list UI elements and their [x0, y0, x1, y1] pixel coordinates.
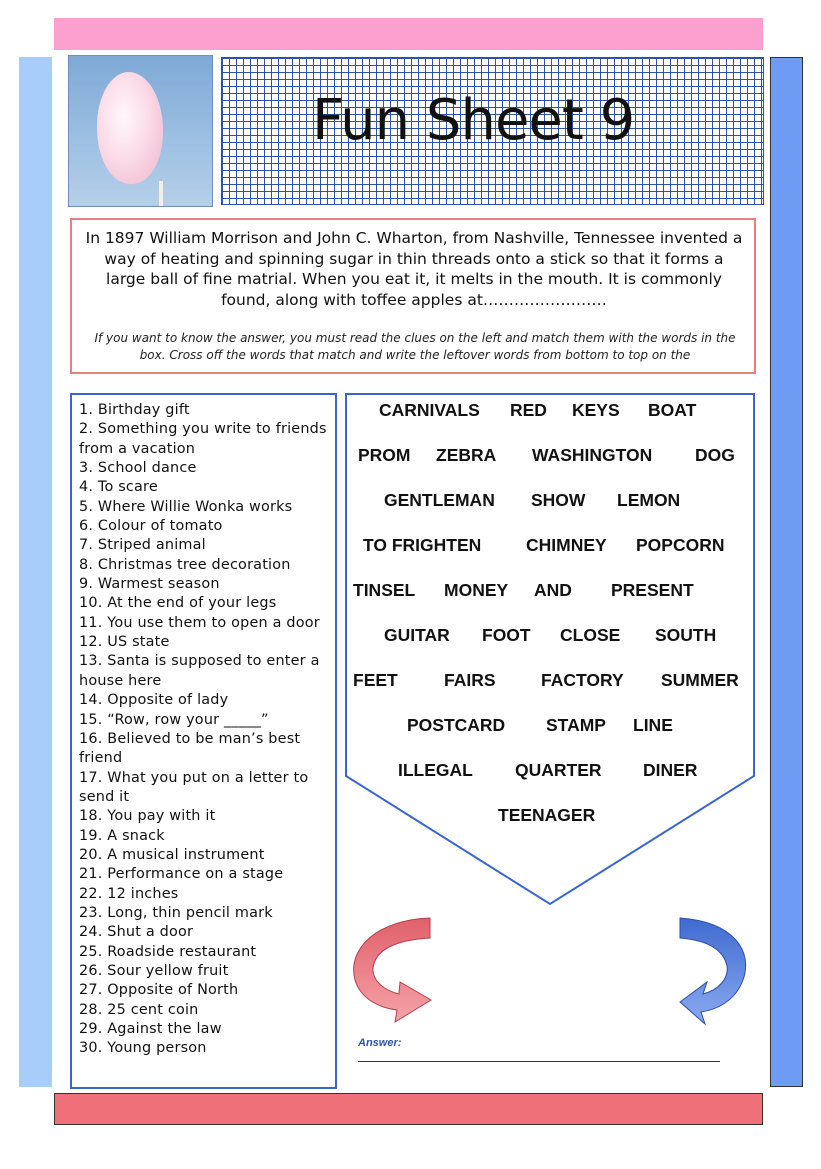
clue-item: 17. What you put on a letter to send it [79, 769, 309, 805]
clues-box [70, 393, 337, 1089]
clue-item: 21. Performance on a stage [79, 866, 284, 883]
clue-item: 1. Birthday gift [79, 402, 190, 418]
answer-label: Answer: [358, 1037, 402, 1049]
clue-item: 18. You pay with it [79, 808, 216, 825]
clue-item: 15. “Row, row your _____” [79, 711, 269, 728]
clue-item: 4. To scare [79, 479, 158, 496]
word-item[interactable]: FOOT [482, 625, 531, 645]
word-item[interactable]: LEMON [617, 490, 681, 510]
word-item[interactable]: POSTCARD [407, 715, 506, 735]
bottom-decor-bar [54, 1093, 763, 1125]
clue-item: 26. Sour yellow fruit [79, 962, 229, 979]
clue-item: 30. Young person [79, 1040, 207, 1057]
left-decor-bar [19, 57, 52, 1087]
word-item[interactable]: CHIMNEY [526, 535, 607, 555]
right-decor-bar [770, 57, 803, 1087]
clue-item: 23. Long, thin pencil mark [79, 904, 273, 921]
curved-arrows [345, 910, 755, 1030]
word-item[interactable]: TEENAGER [498, 805, 596, 825]
word-item[interactable]: RED [510, 400, 547, 420]
word-item[interactable]: GENTLEMAN [384, 490, 495, 510]
word-item[interactable]: SHOW [531, 490, 586, 510]
clue-item: 22. 12 inches [79, 885, 179, 902]
clue-item: 13. Santa is supposed to enter a house here [79, 653, 320, 689]
intro-instructions: If you want to know the answer, you must read the clues on the left and match them with the words in the box. Cross off the words that match and write the leftover words from bottom to top on the [94, 331, 736, 362]
clue-item: 10. At the end of your legs [79, 595, 277, 612]
page-title: Fun Sheet 9 [312, 88, 635, 153]
answer-line[interactable] [358, 1061, 720, 1062]
word-item[interactable]: WASHINGTON [532, 445, 653, 465]
clue-item: 16. Believed to be man’s best friend [79, 730, 301, 767]
word-item[interactable]: CLOSE [560, 625, 621, 645]
clue-item: 5. Where Willie Wonka works [79, 498, 293, 515]
word-item[interactable]: MONEY [444, 580, 509, 600]
word-item[interactable]: ZEBRA [436, 445, 497, 465]
word-item[interactable]: DOG [695, 445, 735, 465]
clue-item: 11. You use them to open a door [79, 614, 320, 631]
word-item[interactable]: KEYS [572, 400, 620, 420]
word-item[interactable]: FACTORY [541, 670, 624, 690]
word-item[interactable]: AND [534, 580, 572, 600]
clue-item: 2. Something you write to friends from a vacation [79, 421, 327, 457]
clue-item: 14. Opposite of lady [79, 692, 229, 709]
clue-item: 6. Colour of tomato [79, 518, 223, 535]
word-item[interactable]: FEET [353, 670, 398, 690]
word-item[interactable]: PROM [358, 445, 411, 465]
cotton-candy-floss [97, 72, 163, 184]
word-item[interactable]: ILLEGAL [398, 760, 473, 780]
word-item[interactable]: SUMMER [661, 670, 739, 690]
word-item[interactable]: LINE [633, 715, 673, 735]
word-item[interactable]: FAIRS [444, 670, 496, 690]
word-box-arrow [345, 393, 755, 908]
clue-item: 20. A musical instrument [79, 846, 265, 863]
top-decor-bar [54, 18, 763, 50]
curved-arrow-left-icon [354, 918, 431, 1022]
clue-item: 12. US state [79, 634, 170, 651]
clue-item: 7. Striped animal [79, 537, 206, 554]
word-item[interactable]: STAMP [546, 715, 606, 735]
curved-arrow-right-icon [680, 918, 746, 1024]
clue-item: 9. Warmest season [79, 576, 220, 593]
word-item[interactable]: PRESENT [611, 580, 694, 600]
intro-text: In 1897 William Morrison and John C. Wharton, from Nashville, Tennessee invented a way of heating and spinning sugar in thin threads onto a stick so that it forms a large ball of fine matrial. When you eat it, it melts in the mouth. It is commonly found, along with toffee apples at…………………… [85, 229, 743, 309]
word-item[interactable]: SOUTH [655, 625, 717, 645]
word-item[interactable]: TO FRIGHTEN [363, 535, 482, 555]
word-item[interactable]: CARNIVALS [379, 400, 480, 420]
cotton-candy-photo [68, 55, 213, 207]
clue-item: 24. Shut a door [79, 924, 194, 941]
clue-list [79, 401, 331, 1059]
title-box [221, 57, 764, 205]
word-item[interactable]: GUITAR [384, 625, 450, 645]
word-item[interactable]: QUARTER [515, 760, 602, 780]
word-item[interactable]: POPCORN [636, 535, 725, 555]
clue-item: 19. A snack [79, 827, 165, 844]
cotton-candy-stick [159, 181, 163, 207]
clue-item: 8. Christmas tree decoration [79, 556, 291, 573]
clue-item: 29. Against the law [79, 1021, 222, 1037]
word-item[interactable]: DINER [643, 760, 698, 780]
word-item[interactable]: TINSEL [353, 580, 416, 600]
clue-item: 28. 25 cent coin [79, 1001, 199, 1018]
intro-box [70, 218, 756, 374]
clue-item: 25. Roadside restaurant [79, 943, 257, 960]
clue-item: 27. Opposite of North [79, 982, 239, 999]
word-item[interactable]: BOAT [648, 400, 697, 420]
clue-item: 3. School dance [79, 460, 197, 477]
